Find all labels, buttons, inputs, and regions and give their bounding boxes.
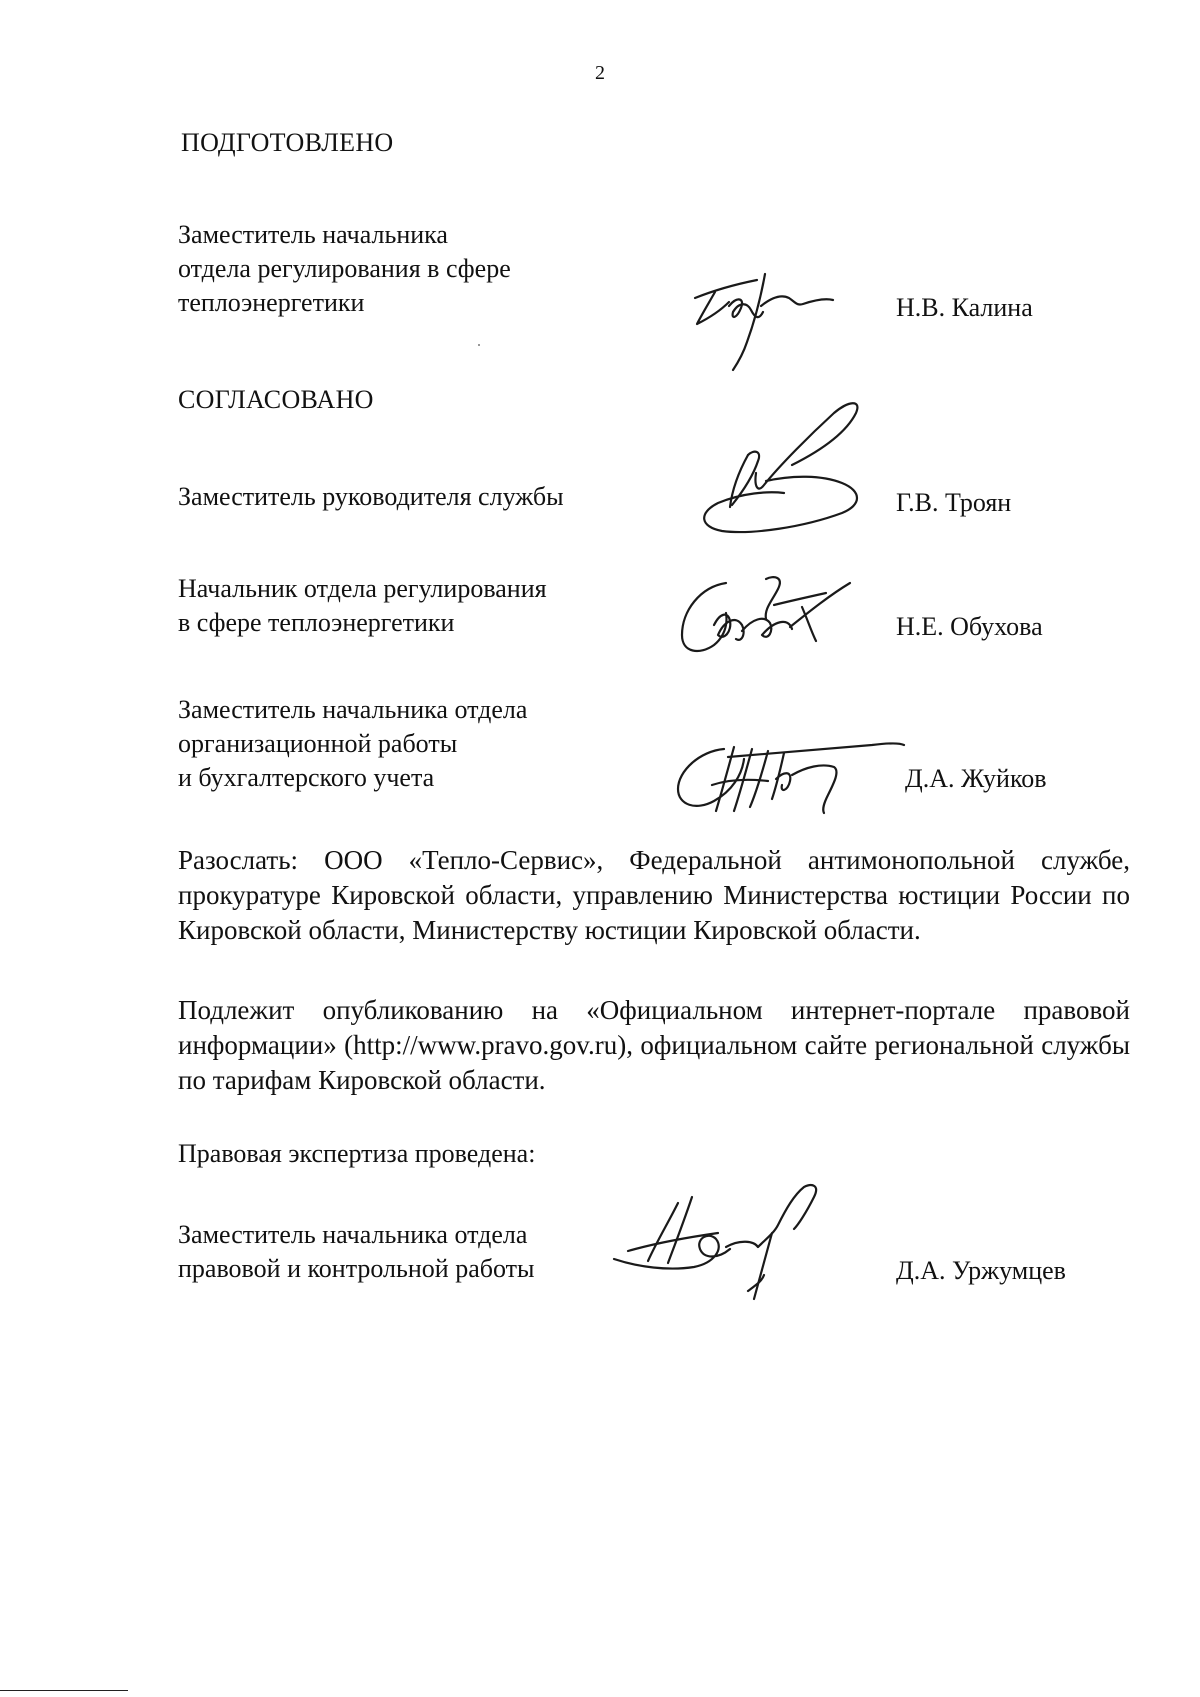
approved-heading: СОГЛАСОВАНО: [178, 385, 374, 414]
position-line: Заместитель начальника отдела: [178, 695, 528, 724]
position-line: организационной работы: [178, 729, 458, 758]
signature-urzhumtsev: [608, 1175, 848, 1305]
prepared-heading: ПОДГОТОВЛЕНО: [181, 128, 394, 157]
position-line: в сфере теплоэнергетики: [178, 608, 455, 637]
position-line: и бухгалтерского учета: [178, 763, 435, 792]
position-line: Начальник отдела регулирования: [178, 574, 547, 603]
position-line: Заместитель начальника отдела: [178, 1220, 528, 1249]
position-line: Заместитель начальника: [178, 220, 448, 249]
position-line: отдела регулирования в сфере: [178, 254, 511, 283]
legal-review-heading: Правовая экспертиза проведена:: [178, 1139, 536, 1168]
position-line: теплоэнергетики: [178, 288, 365, 317]
signature-obukhova: [670, 565, 855, 660]
publication-paragraph: Подлежит опубликованию на «Официальном интернет-портале правовой информации» (http://www.pravo.gov.ru), официальном сайте региональной службы по тарифам Кировской области.: [178, 995, 1130, 1095]
footer-rule: [0, 1690, 128, 1691]
distribution-paragraph: Разослать: ООО «Тепло-Сервис», Федеральной антимонопольной службе, прокуратуре Кировской области, управлению Министерства юстиции России по Кировской области, Министерству юстиции Кировской области.: [178, 845, 1130, 945]
signer-name-kalina: Н.В. Калина: [896, 293, 1033, 322]
position-line: правовой и контрольной работы: [178, 1254, 535, 1283]
signature-zhuykov: [672, 735, 907, 815]
page-number: 2: [595, 62, 605, 84]
signer-name-urzhumtsev: Д.А. Уржумцев: [896, 1256, 1066, 1285]
position-line: Заместитель руководителя службы: [178, 482, 564, 511]
signature-kalina: [685, 262, 835, 372]
signature-troyan: [692, 395, 867, 555]
signer-name-obukhova: Н.Е. Обухова: [896, 612, 1043, 641]
scan-speck: [478, 344, 480, 346]
signer-name-zhuykov: Д.А. Жуйков: [905, 764, 1047, 793]
signer-name-troyan: Г.В. Троян: [896, 488, 1012, 517]
